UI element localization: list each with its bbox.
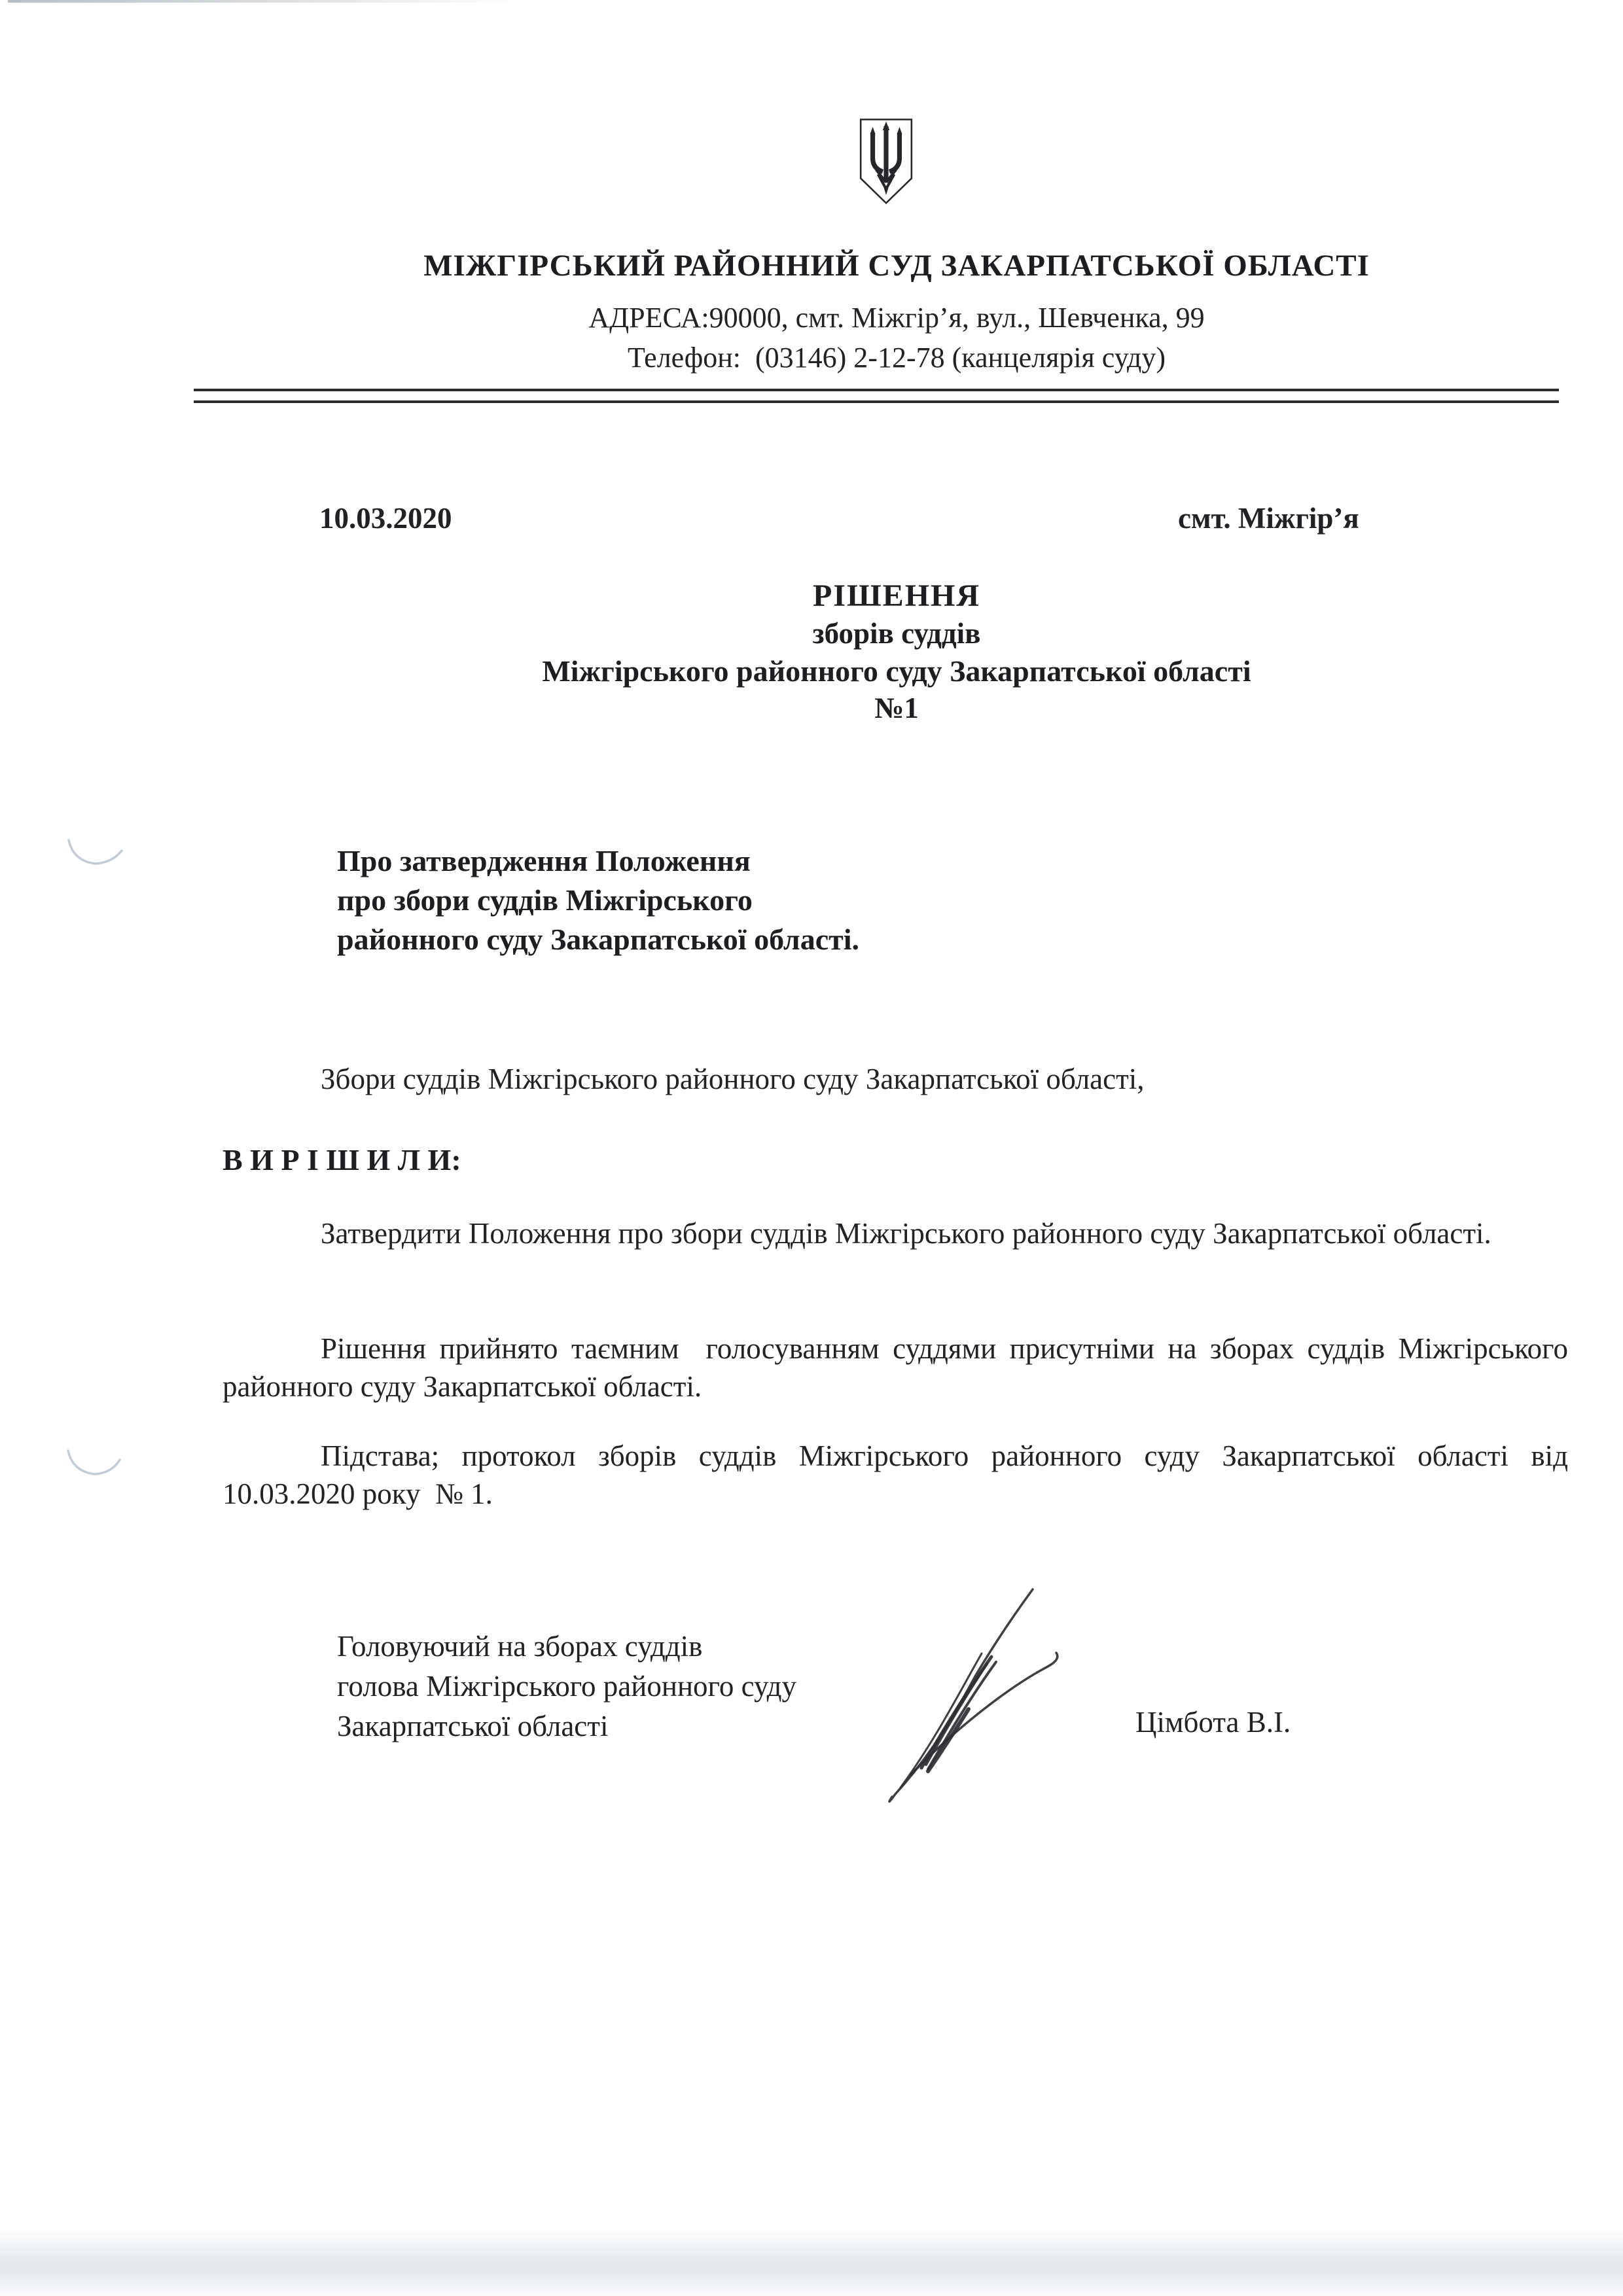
resolved-heading: В И Р І Ш И Л И:	[223, 1143, 461, 1176]
body-paragraph-3: Підстава; протокол зборів суддів Міжгірського районного суду Закарпатської області від 10.03.2020 року № 1.	[223, 1439, 1576, 1510]
signatory-name: Цімбота В.І.	[1135, 1706, 1291, 1739]
signature-ink	[870, 1578, 1067, 1817]
court-name: МІЖГІРСЬКИЙ РАЙОННИЙ СУД ЗАКАРПАТСЬКОЇ ОБЛАСТІ	[423, 249, 1370, 283]
document-place: смт. Міжгір’я	[1178, 502, 1359, 535]
signatory-role-line-3: Закарпатської області	[337, 1710, 609, 1742]
title-decision: РІШЕННЯ	[812, 578, 981, 613]
body-paragraph-1: Затвердити Положення про збори суддів Міжгірського районного суду Закарпатської області.	[321, 1217, 1491, 1250]
punch-hole-shadow-top	[65, 830, 128, 870]
ukraine-trident-emblem	[856, 116, 916, 207]
signatory-role-block	[337, 1627, 796, 1746]
punch-hole-shadow-bottom	[64, 1441, 127, 1482]
signatory-role-line-2: голова Міжгірського районного суду	[337, 1670, 797, 1703]
title-court: Міжгірського районного суду Закарпатської області	[542, 654, 1251, 688]
court-address: АДРЕСА:90000, смт. Міжгір’я, вул., Шевченка, 99	[588, 302, 1205, 334]
document-date: 10.03.2020	[319, 502, 452, 535]
subject-line-1: Про затвердження Положення	[337, 844, 751, 877]
subject-line-2: про збори суддів Міжгірського	[337, 883, 753, 917]
scan-noise-band	[0, 2227, 1623, 2296]
scan-top-edge-line	[8, 0, 518, 3]
body-paragraph-2: Рішення прийнято таємним голосуванням суддями присутніми на зборах суддів Міжгірського районного суду Закарпатської області.	[223, 1332, 1576, 1403]
document-title-block	[170, 577, 1623, 727]
title-assembly: зборів суддів	[812, 617, 981, 650]
subject-line-3: районного суду Закарпатської області.	[337, 923, 860, 956]
letterhead-double-rule	[194, 389, 1559, 403]
letterhead	[170, 249, 1623, 374]
title-number: №1	[874, 692, 919, 724]
signatory-role-line-1: Головуючий на зборах суддів	[337, 1630, 703, 1663]
body-intro: Збори суддів Міжгірського районного суду Закарпатської області,	[321, 1063, 1145, 1095]
subject-block	[337, 841, 859, 959]
court-phone: Телефон: (03146) 2-12-78 (канцелярія суду)	[627, 342, 1166, 374]
